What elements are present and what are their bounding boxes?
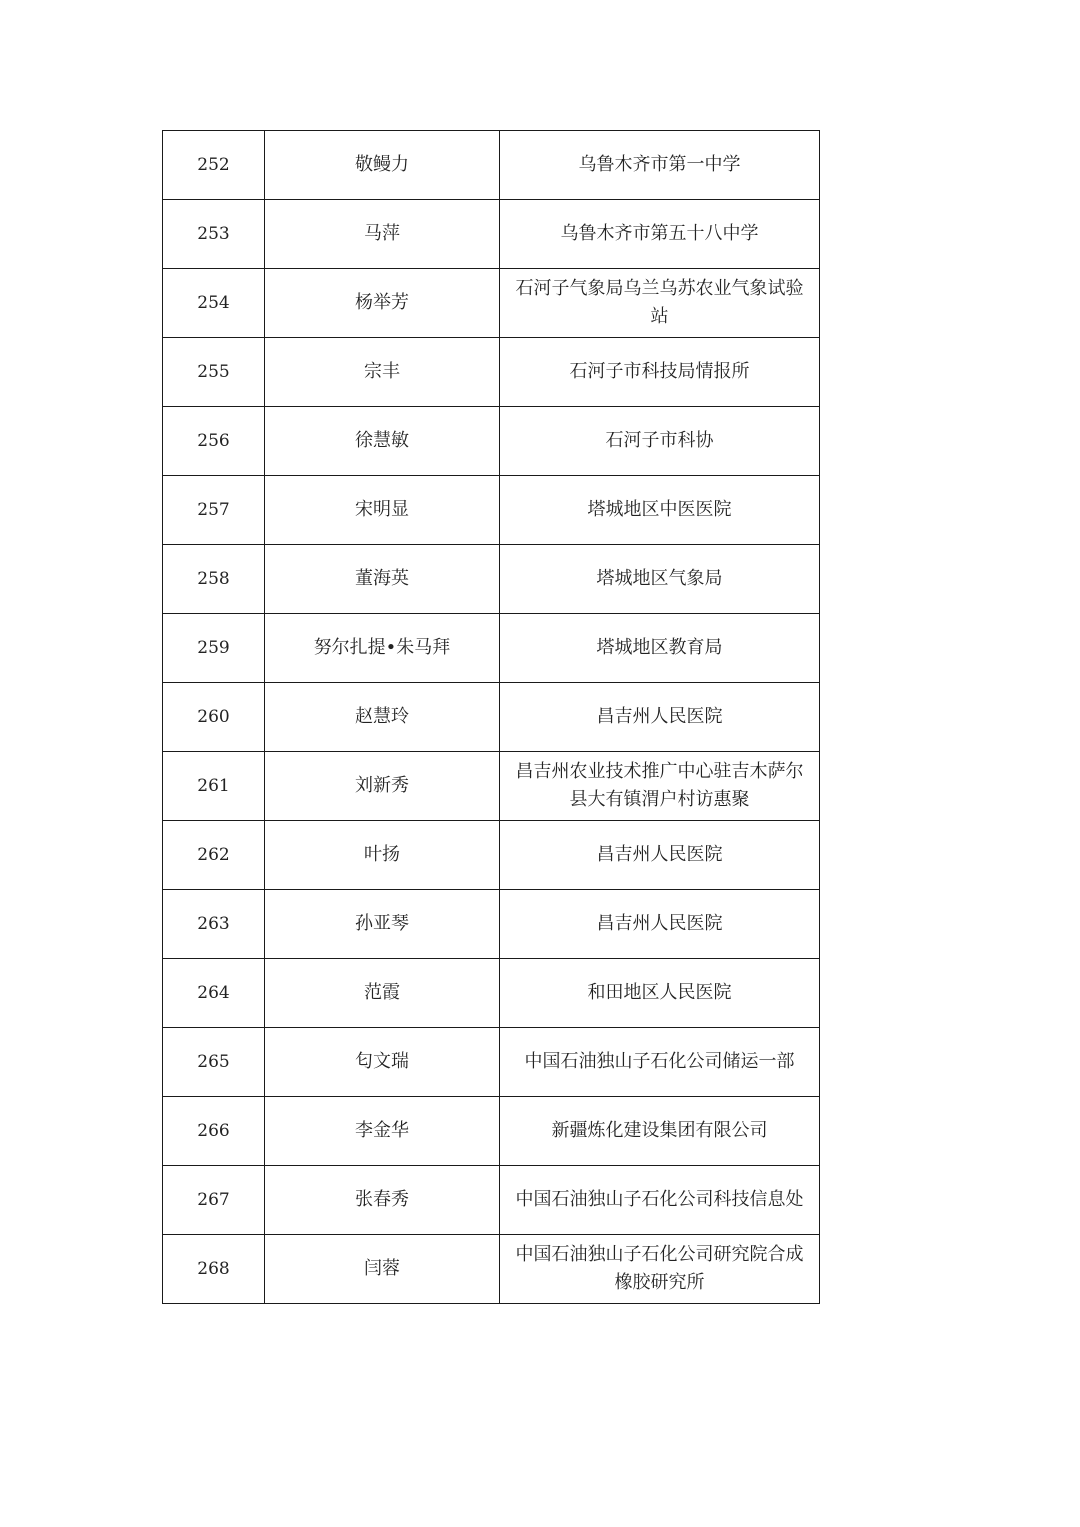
row-number: 261 bbox=[163, 752, 265, 821]
organization: 新疆炼化建设集团有限公司 bbox=[500, 1097, 820, 1166]
roster-table-body bbox=[163, 131, 820, 1304]
row-number: 268 bbox=[163, 1235, 265, 1304]
table-row bbox=[163, 338, 820, 407]
person-name: 宗丰 bbox=[265, 338, 500, 407]
organization: 乌鲁木齐市第一中学 bbox=[500, 131, 820, 200]
person-name: 李金华 bbox=[265, 1097, 500, 1166]
row-number: 254 bbox=[163, 269, 265, 338]
organization: 中国石油独山子石化公司研究院合成橡胶研究所 bbox=[500, 1235, 820, 1304]
table-row bbox=[163, 821, 820, 890]
table-row bbox=[163, 683, 820, 752]
row-number: 252 bbox=[163, 131, 265, 200]
organization: 中国石油独山子石化公司科技信息处 bbox=[500, 1166, 820, 1235]
person-name: 闫蓉 bbox=[265, 1235, 500, 1304]
person-name: 杨举芳 bbox=[265, 269, 500, 338]
table-row bbox=[163, 1097, 820, 1166]
table-row bbox=[163, 131, 820, 200]
row-number: 267 bbox=[163, 1166, 265, 1235]
person-name: 徐慧敏 bbox=[265, 407, 500, 476]
row-number: 255 bbox=[163, 338, 265, 407]
organization: 和田地区人民医院 bbox=[500, 959, 820, 1028]
table-row bbox=[163, 269, 820, 338]
person-name: 马萍 bbox=[265, 200, 500, 269]
person-name: 叶扬 bbox=[265, 821, 500, 890]
table-row bbox=[163, 959, 820, 1028]
table-row bbox=[163, 1166, 820, 1235]
person-name: 董海英 bbox=[265, 545, 500, 614]
row-number: 256 bbox=[163, 407, 265, 476]
organization: 昌吉州人民医院 bbox=[500, 683, 820, 752]
table-row bbox=[163, 476, 820, 545]
organization: 塔城地区教育局 bbox=[500, 614, 820, 683]
row-number: 260 bbox=[163, 683, 265, 752]
row-number: 253 bbox=[163, 200, 265, 269]
table-row bbox=[163, 752, 820, 821]
person-name: 范霞 bbox=[265, 959, 500, 1028]
organization: 塔城地区气象局 bbox=[500, 545, 820, 614]
organization: 昌吉州人民医院 bbox=[500, 890, 820, 959]
person-name: 宋明显 bbox=[265, 476, 500, 545]
table-row bbox=[163, 545, 820, 614]
person-name: 匂文瑞 bbox=[265, 1028, 500, 1097]
organization: 石河子市科协 bbox=[500, 407, 820, 476]
table-row bbox=[163, 1028, 820, 1097]
roster-table bbox=[162, 130, 820, 1304]
person-name: 敬鳗力 bbox=[265, 131, 500, 200]
person-name: 刘新秀 bbox=[265, 752, 500, 821]
table-row bbox=[163, 407, 820, 476]
table-row bbox=[163, 890, 820, 959]
row-number: 264 bbox=[163, 959, 265, 1028]
organization: 乌鲁木齐市第五十八中学 bbox=[500, 200, 820, 269]
row-number: 265 bbox=[163, 1028, 265, 1097]
row-number: 257 bbox=[163, 476, 265, 545]
row-number: 263 bbox=[163, 890, 265, 959]
organization: 石河子气象局乌兰乌苏农业气象试验站 bbox=[500, 269, 820, 338]
row-number: 259 bbox=[163, 614, 265, 683]
table-row bbox=[163, 1235, 820, 1304]
row-number: 266 bbox=[163, 1097, 265, 1166]
person-name: 努尔扎提•朱马拜 bbox=[265, 614, 500, 683]
organization: 昌吉州农业技术推广中心驻吉木萨尔县大有镇渭户村访惠聚 bbox=[500, 752, 820, 821]
table-row bbox=[163, 614, 820, 683]
row-number: 262 bbox=[163, 821, 265, 890]
person-name: 孙亚琴 bbox=[265, 890, 500, 959]
organization: 昌吉州人民医院 bbox=[500, 821, 820, 890]
organization: 石河子市科技局情报所 bbox=[500, 338, 820, 407]
person-name: 张春秀 bbox=[265, 1166, 500, 1235]
organization: 中国石油独山子石化公司储运一部 bbox=[500, 1028, 820, 1097]
row-number: 258 bbox=[163, 545, 265, 614]
organization: 塔城地区中医医院 bbox=[500, 476, 820, 545]
person-name: 赵慧玲 bbox=[265, 683, 500, 752]
table-row bbox=[163, 200, 820, 269]
